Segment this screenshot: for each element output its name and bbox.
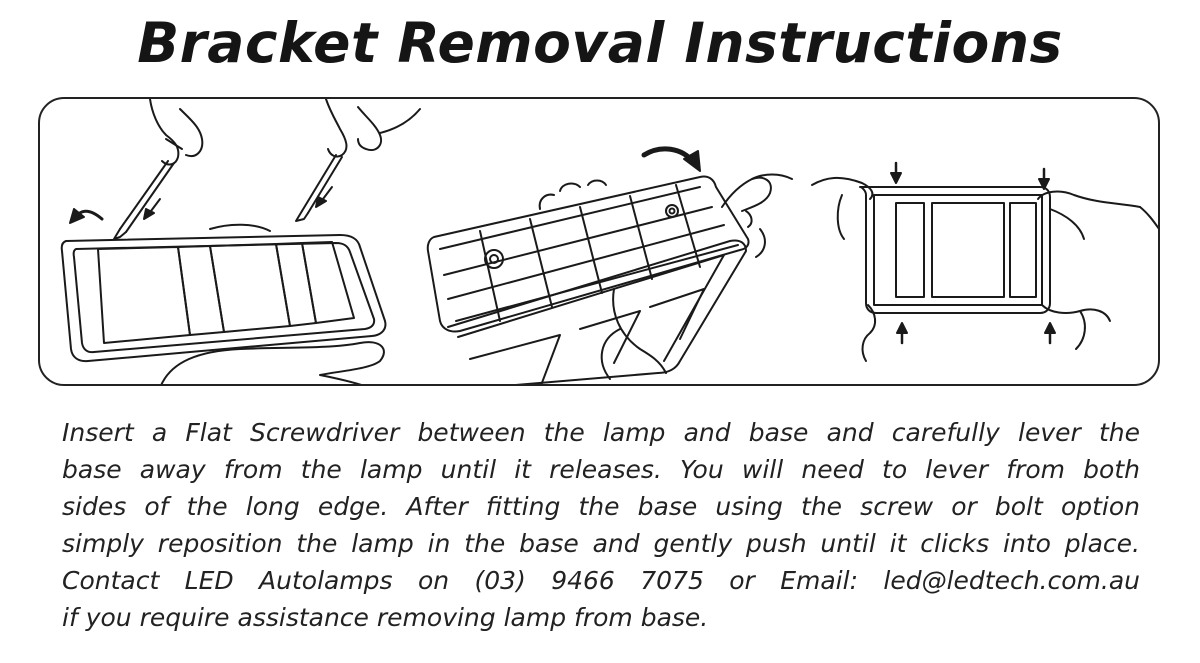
- illustration-panel: [38, 97, 1160, 386]
- instruction-line-contact: Contact LED Autolamps on (03) 9466 7075 or Email: led@ledtech.com.au: [62, 566, 1140, 595]
- press-fit-icon: [812, 163, 1160, 361]
- instruction-line: Insert a Flat Screwdriver between the lamp and base and carefully lever the: [62, 418, 1140, 447]
- screwdriver-lever-icon: [62, 99, 420, 386]
- lift-base-icon: [428, 149, 792, 386]
- instructions-text: [62, 414, 1140, 636]
- page-title: Bracket Removal Instructions: [137, 11, 1063, 75]
- instruction-line: base away from the lamp until it releases. You will need to lever from both: [62, 455, 1140, 484]
- instruction-line: if you require assistance removing lamp from base.: [62, 603, 709, 632]
- instruction-line: simply reposition the lamp in the base and gently push until it clicks into place.: [62, 529, 1140, 558]
- instruction-line: sides of the long edge. After fitting the base using the screw or bolt option: [62, 492, 1140, 521]
